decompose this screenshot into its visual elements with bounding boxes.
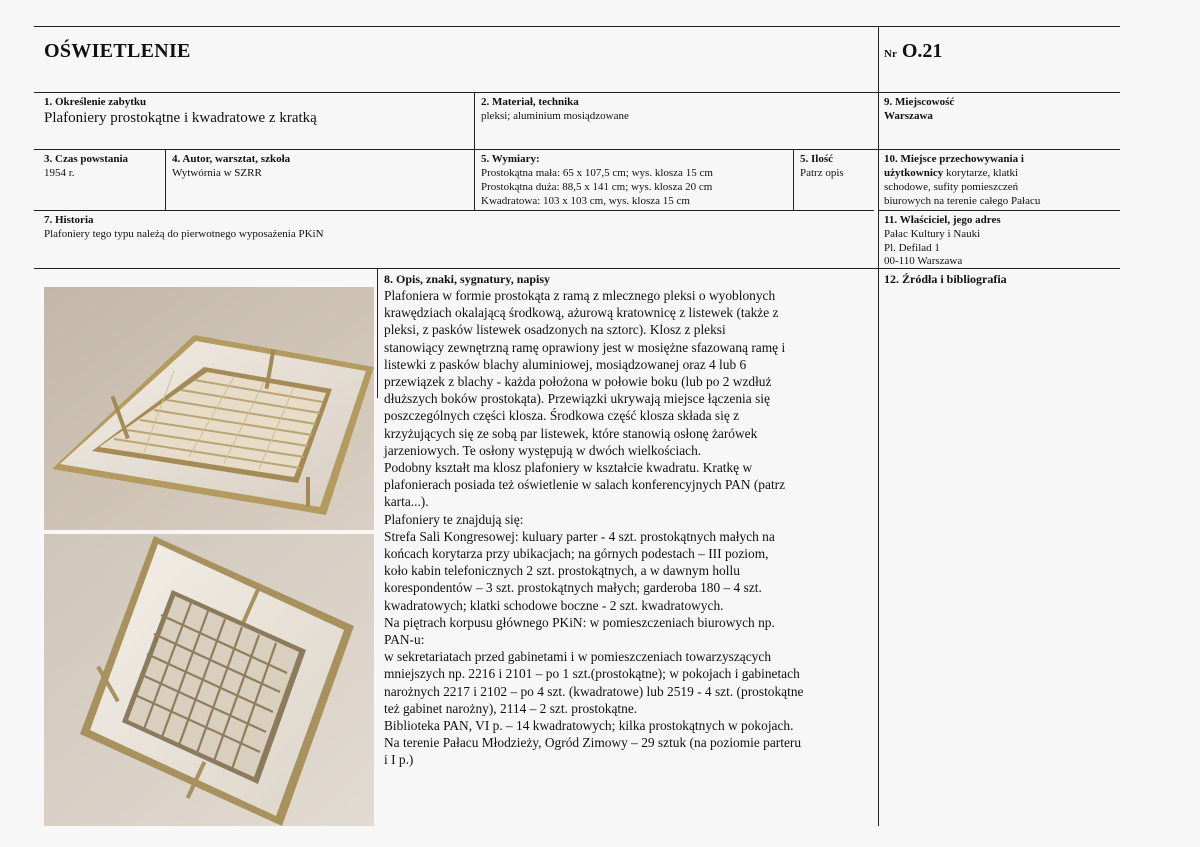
description-line: koło kabin telefonicznych 2 szt. prostokątnych, a w dawnym hollu — [384, 563, 740, 579]
description-line: pleksi, z pasków listewek osadzonych na sztorc). Klosz z pleksi — [384, 322, 726, 338]
photo-square-lamp — [44, 534, 374, 826]
field-2-label: 2. Materiał, technika — [481, 96, 579, 108]
field-2-value: pleksi; aluminium mosiądzowane — [481, 110, 629, 122]
field-7-label: 7. Historia — [44, 214, 94, 226]
description-line: poszczególnych części klosza. Środkowa część klosza składa się z — [384, 408, 740, 424]
description-line: i I p.) — [384, 752, 414, 768]
field-5-quantity-value: Patrz opis — [800, 167, 844, 179]
rule-col-mid — [474, 92, 475, 210]
rule-col-right — [878, 26, 879, 826]
rule-col-qty — [793, 149, 794, 210]
description-line: plafonierach posiada też oświetlenie w salach konferencyjnych PAN (patrz — [384, 477, 786, 493]
description-line: Na piętrach korpusu głównego PKiN: w pomieszczeniach biurowych np. — [384, 614, 775, 630]
description-line: korespondentów – 3 szt. prostokątnych małych; garderoba 180 – 4 szt. — [384, 580, 762, 596]
field-5-quantity-label: 5. Ilość — [800, 153, 833, 165]
page-title: OŚWIETLENIE — [44, 40, 191, 62]
description-line: listewki z pasków blachy aluminiowej, mosiądzowanej oraz 4 lub 6 — [384, 356, 747, 372]
field-5-dimensions-label: 5. Wymiary: — [481, 153, 540, 165]
field-8-label: 8. Opis, znaki, sygnatury, napisy — [384, 272, 551, 286]
field-9-label: 9. Miejscowość — [884, 96, 955, 108]
description-line: PAN-u: — [384, 632, 425, 648]
field-10-value: korytarze, klatki — [946, 167, 1019, 179]
description-line: Podobny kształt ma klosz plafoniery w kształcie kwadratu. Kratkę w — [384, 460, 753, 476]
description-line: karta...). — [384, 494, 429, 510]
field-10-label-2: użytkownicy — [884, 167, 944, 179]
rule-col-left — [165, 149, 166, 210]
field-12-label: 12. Źródła i bibliografia — [884, 272, 1007, 286]
record-number — [884, 40, 942, 63]
description-line: przewiązek z blachy - każda położona w połowie boku (lub po 2 wzdłuż — [384, 374, 772, 390]
description-line: też gabinet narożny), 2114 – 2 szt. prostokątne. — [384, 700, 638, 716]
record-number-prefix: Nr — [884, 48, 897, 60]
rule-row4 — [34, 268, 1120, 269]
description-line: Na terenie Pałacu Młodzieży, Ogród Zimowy – 29 sztuk (na poziomie parteru — [384, 735, 802, 751]
rule-row3 — [34, 210, 874, 211]
field-9-value: Warszawa — [884, 110, 933, 122]
field-10-value: biurowych na terenie całego Pałacu — [884, 195, 1041, 207]
field-4-label: 4. Autor, warsztat, szkoła — [172, 153, 291, 165]
photo-rectangular-lamp — [44, 287, 374, 530]
description-line: mniejszych np. 2216 i 2101 – po 1 szt.(prostokątne); w pokojach i gabinetach — [384, 666, 800, 682]
field-3-label: 3. Czas powstania — [44, 153, 129, 165]
square-lamp-image — [44, 534, 374, 826]
field-3-value: 1954 r. — [44, 167, 75, 179]
description-line: stanowiący zewnętrzną ramę oprawiony jest w mosiężne sfazowaną ramę i — [384, 339, 786, 355]
description-line: Plafoniery te znajdują się: — [384, 511, 524, 527]
field-8-description — [384, 287, 876, 769]
field-10-line-1 — [884, 167, 1018, 179]
rule-row2 — [34, 149, 1120, 150]
description-line: dłuższych boków prostokąta). Przewiązki ukrywają miejsce łączenia się — [384, 391, 770, 407]
field-11-label: 11. Właściciel, jego adres — [884, 214, 1001, 226]
dimension-line: Prostokątna mała: 65 x 107,5 cm; wys. klosza 15 cm — [481, 167, 713, 179]
description-line: w sekretariatach przed gabinetami i w pomieszczeniach towarzyszących — [384, 649, 772, 665]
rule-row3-right — [878, 210, 1120, 211]
field-11-value: Pałac Kultury i Nauki — [884, 228, 981, 240]
description-line: Plafoniera w formie prostokąta z ramą z mlecznego pleksi o wyoblonych — [384, 288, 776, 303]
description-line: Strefa Sali Kongresowej: kuluary parter - 4 szt. prostokątnych małych na — [384, 528, 775, 544]
field-1-label: 1. Określenie zabytku — [44, 96, 147, 108]
dimension-line: Kwadratowa: 103 x 103 cm, wys. klosza 15 cm — [481, 195, 690, 207]
field-11-value: 00-110 Warszawa — [884, 255, 963, 267]
field-10-label: 10. Miejsce przechowywania i — [884, 153, 1024, 165]
description-line: jarzeniowych. Te osłony występują w dwóch wielkościach. — [384, 442, 702, 458]
description-line: Biblioteka PAN, VI p. – 14 kwadratowych; kilka prostokątnych w pokojach. — [384, 718, 794, 734]
rule-col-photo — [377, 268, 378, 398]
field-1-value: Plafoniery prostokątne i kwadratowe z kratką — [44, 110, 317, 126]
dimension-line: Prostokątna duża: 88,5 x 141 cm; wys. klosza 20 cm — [481, 181, 713, 193]
description-line: narożnych 2217 i 2102 – po 4 szt. (kwadratowe) lub 2519 - 4 szt. (prostokątne — [384, 683, 804, 699]
field-4-value: Wytwórnia w SZRR — [172, 167, 262, 179]
field-10-value: schodowe, sufity pomieszczeń — [884, 181, 1019, 193]
record-number-value: O.21 — [901, 40, 943, 62]
rule-top — [34, 26, 1120, 27]
rule-header — [34, 92, 1120, 93]
description-line: kwadratowych; klatki schodowe boczne - 2 szt. kwadratowych. — [384, 597, 724, 613]
description-line: krawędziach okalającą środkową, ażurową kratownicę z listewek (także z — [384, 305, 779, 321]
field-7-value: Plafoniery tego typu należą do pierwotnego wyposażenia PKiN — [44, 228, 324, 240]
description-line: krzyżujących się ze sobą par listewek, które stanowią osłonę żarówek — [384, 425, 758, 441]
description-line: końcach korytarza przy ubikacjach; na górnych podestach – III poziom, — [384, 546, 769, 562]
field-11-value: Pl. Defilad 1 — [884, 242, 940, 254]
rectangular-lamp-image — [44, 287, 374, 530]
